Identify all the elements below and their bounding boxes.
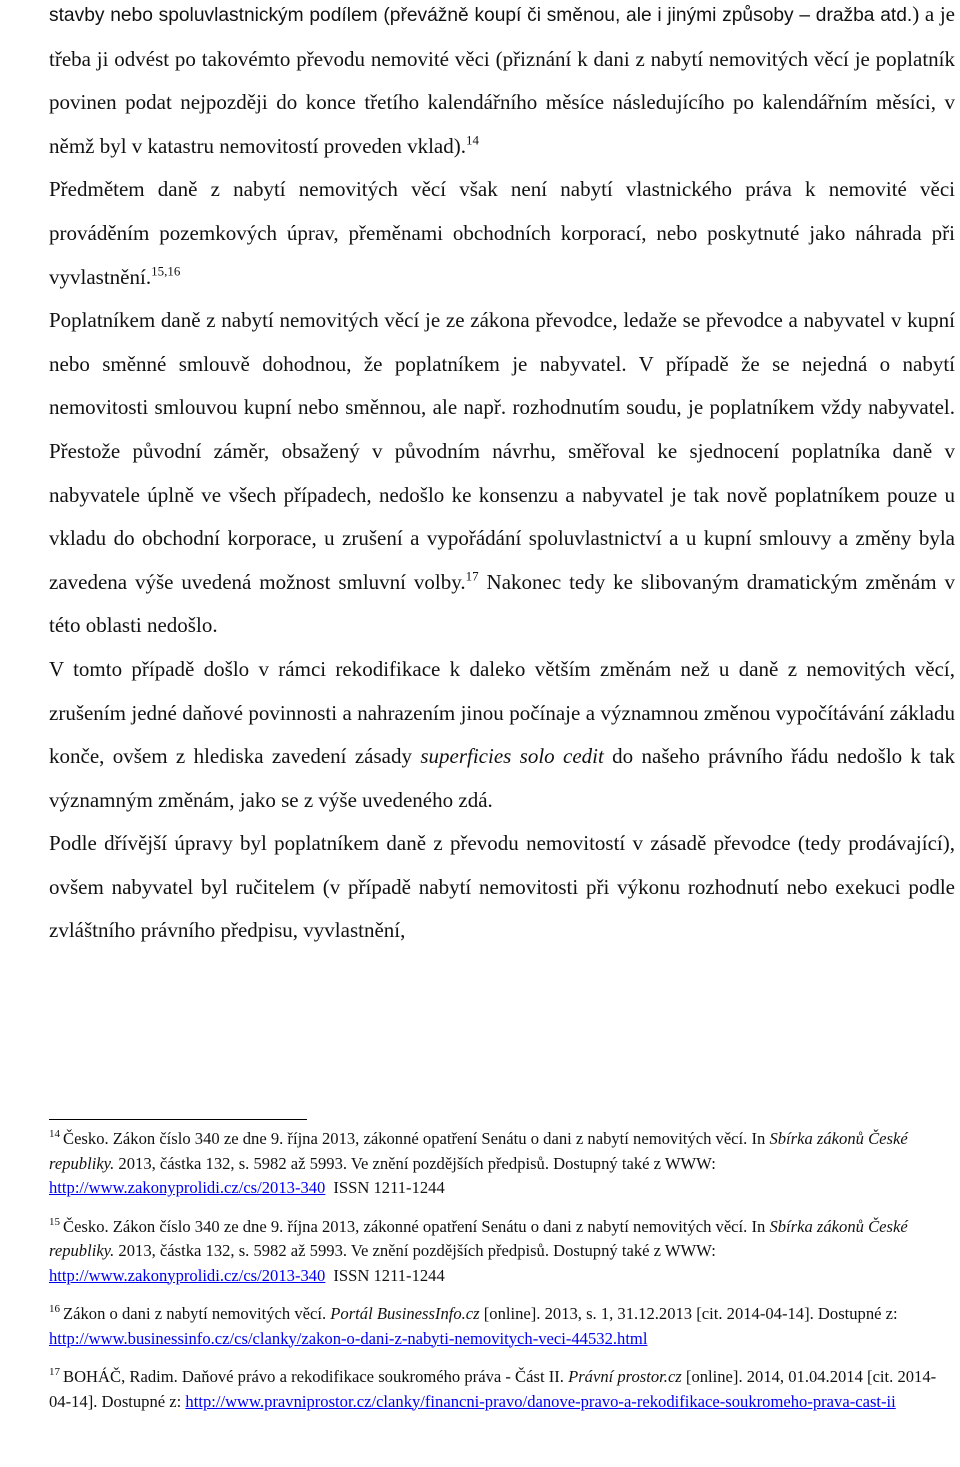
footnote-italic: Právní prostor.cz	[568, 1367, 682, 1386]
footnote-17	[49, 1365, 955, 1414]
paragraph-4	[49, 648, 955, 822]
paragraph-4-italic-term: superficies solo cedit	[420, 744, 604, 769]
document-page	[49, 0, 956, 1411]
footnote-ref-15-16[interactable]: 15,16	[151, 263, 181, 279]
footnote-number: 16	[49, 1303, 60, 1316]
paragraph-4-text-a: V tomto případě došlo v rámci rekodifikace k daleko větším změnám než u daně z nemovitých věcí, zrušením jedné daňové povinnosti a nahrazením jinou počínaje a významnou změnou vypočítávání základu konče, ovšem z hlediska zavedení zásady	[49, 656, 955, 769]
footnote-text: Česko. Zákon číslo 340 ze dne 9. října 2013, zákonné opatření Senátu o dani z nabytí nemovitých věcí. In	[63, 1129, 770, 1148]
paragraph-1-sans-text: stavby nebo spoluvlastnickým podílem (převážně koupí či směnou, ale i jinými způsoby – dražba atd.	[49, 5, 913, 26]
footnote-text: Zákon o dani z nabytí nemovitých věcí.	[63, 1304, 331, 1323]
footnote-link[interactable]: http://www.zakonyprolidi.cz/cs/2013-340	[49, 1265, 326, 1285]
footnote-issn: ISSN 1211-1244	[333, 1178, 445, 1197]
paragraph-1-text: ) a je třeba ji odvést po takovémto převodu nemovité věci (přiznání k dani z nabytí nemovitých věcí je poplatník povinen podat nejpozději do konce třetího kalendářního měsíce následujícího po kalendářním měsíci, v němž byl v katastru nemovitostí proveden vklad).	[49, 2, 955, 158]
footnote-text: 2013, částka 132, s. 5982 až 5993. Ve znění pozdějších předpisů. Dostupný také z WWW:	[114, 1241, 716, 1260]
footnote-issn: ISSN 1211-1244	[333, 1265, 445, 1285]
footnote-text: 2013, částka 132, s. 5982 až 5993. Ve znění pozdějších předpisů. Dostupný také z WWW:	[114, 1153, 716, 1173]
paragraph-1	[49, 0, 955, 168]
paragraph-5	[49, 822, 955, 953]
footnote-separator	[49, 1119, 307, 1120]
footnote-number: 15	[49, 1215, 60, 1228]
footnote-ref-14[interactable]: 14	[466, 132, 479, 148]
footnote-text: Česko. Zákon číslo 340 ze dne 9. října 2013, zákonné opatření Senátu o dani z nabytí nemovitých věcí. In	[63, 1216, 770, 1236]
footnote-link[interactable]: http://www.pravniprostor.cz/clanky/financni-pravo/danove-pravo-a-rekodifikace-soukromeho-prava-cast-ii	[185, 1391, 896, 1411]
footnote-text: BOHÁČ, Radim. Daňové právo a rekodifikace soukromého práva - Část II.	[63, 1367, 569, 1386]
footnote-italic: Sbírka zákonů České republiky.	[49, 1216, 908, 1260]
paragraph-3-text-b: Nakonec tedy ke slibovaným dramatickým změnám v této oblasti nedošlo.	[49, 569, 955, 638]
paragraph-2	[49, 168, 955, 299]
body-text	[49, 0, 955, 953]
paragraph-4-text-b: do našeho právního řádu nedošlo k tak významným změnám, jako se z výše uvedeného zdá.	[49, 744, 956, 812]
footnote-number: 14	[49, 1128, 60, 1141]
footnotes	[49, 1127, 955, 1428]
footnote-16	[49, 1302, 955, 1351]
footnote-14	[49, 1127, 955, 1201]
footnote-italic: Sbírka zákonů České republiky.	[49, 1129, 908, 1173]
footnote-link[interactable]: http://www.businessinfo.cz/cs/clanky/zakon-o-dani-z-nabyti-nemovitych-veci-44532.html	[49, 1328, 648, 1348]
paragraph-3	[49, 299, 955, 648]
footnote-text: [online]. 2014, 01.04.2014 [cit. 2014-04-14]. Dostupné z:	[49, 1367, 937, 1411]
footnote-text: [online]. 2013, s. 1, 31.12.2013 [cit. 2014-04-14]. Dostupné z:	[479, 1304, 898, 1323]
footnote-ref-17[interactable]: 17	[465, 568, 479, 584]
footnote-15	[49, 1215, 955, 1289]
footnote-link[interactable]: http://www.zakonyprolidi.cz/cs/2013-340	[49, 1178, 326, 1197]
footnote-number: 17	[49, 1366, 60, 1379]
footnote-italic: Portál BusinessInfo.cz	[330, 1304, 480, 1323]
paragraph-2-text: Předmětem daně z nabytí nemovitých věcí však není nabytí vlastnického práva k nemovité věci prováděním pozemkových úprav, přeměnami obchodních korporací, nebo poskytnuté jako náhrada při vyvlastnění.	[49, 177, 955, 289]
paragraph-5-text: Podle dřívější úpravy byl poplatníkem daně z převodu nemovitostí v zásadě převodce (tedy prodávající), ovšem nabyvatel byl ručitelem (v případě nabytí nemovitosti při výkonu rozhodnutí nebo exekuci podle zvláštního právního předpisu, vyvlastnění,	[49, 831, 955, 943]
paragraph-3-text-a: Poplatníkem daně z nabytí nemovitých věcí je ze zákona převodce, ledaže se převodce a nabyvatel v kupní nebo směnné smlouvě dohodnou, že poplatníkem je nabyvatel. V případě že se nejedná o nabytí nemovitosti smlouvou kupní nebo směnnou, ale např. rozhodnutím soudu, je poplatníkem vždy nabyvatel. Přestože původní záměr, obsažený v původním návrhu, směřoval ke sjednocení poplatníka daně v nabyvatele úplně ve všech případech, nedošlo ke konsenzu a nabyvatel je tak nově poplatníkem pouze u vkladu do obchodní korporace, u zrušení a vypořádání spoluvlastnictví a u kupní smlouvy a změny byla zavedena výše uvedená možnost smluvní volby.	[49, 308, 955, 594]
